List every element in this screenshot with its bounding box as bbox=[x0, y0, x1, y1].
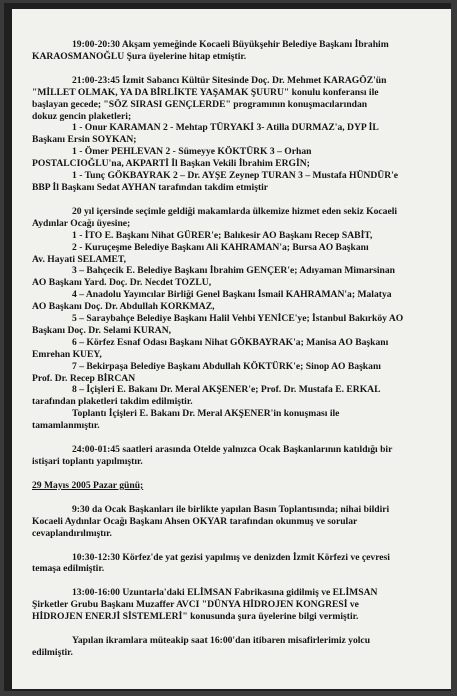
text-line: 6 – Körfez Esnaf Odası Başkanı Nihat GÖKBAYRAK'a; Manisa AO Başkanı bbox=[72, 336, 389, 348]
text-line: başlayan gecede; "SÖZ SIRASI GENÇLERDE" programının konuşmacılarından bbox=[32, 98, 368, 110]
text-line: Başkanı Doç. Dr. Selami KURAN, bbox=[32, 324, 172, 336]
text-line: AO Başkanı Doç. Dr. Abdullah KORKMAZ, bbox=[32, 301, 215, 313]
text-line: 3 – Bahçecik E. Belediye Başkanı İbrahim GENÇER'e; Adıyaman Mimarsinan bbox=[72, 265, 396, 277]
text-line: 21:00-23:45 İzmit Sabancı Kültür Sitesinde Doç. Dr. Mehmet KARAGÖZ'ün bbox=[72, 74, 387, 86]
text-line: 4 – Anadolu Yayıncılar Birliği Genel Başkanı İsmail KAHRAMAN'a; Malatya bbox=[72, 289, 392, 301]
text-line: Yapılan ikramlara müteakip saat 16:00'dan itibaren misafirlerimiz yolcu bbox=[72, 635, 371, 647]
text-line: 1 - Tunç GÖKBAYRAK 2 – Dr. AYŞE Zeynep TURAN 3 – Mustafa HÜNDÜR'e bbox=[72, 170, 399, 182]
text-line: 8 – İçişleri E. Bakanı Dr. Meral AKŞENER'e; Prof. Dr. Mustafa E. ERKAL bbox=[72, 384, 381, 396]
paragraph-elimsan bbox=[32, 587, 435, 623]
text-line: Kocaeli Aydınlar Ocağı Başkanı Ahsen OKYAR tarafından okunmuş ve sorular bbox=[32, 515, 358, 527]
text-line: "MİLLET OLMAK, YA DA BİRLİKTE YAŞAMAK ŞUURU" konulu konferansı ile bbox=[32, 86, 379, 98]
text-line: 1 - Ömer PEHLEVAN 2 - Sümeyye KÖKTÜRK 3 – Orhan bbox=[72, 146, 312, 158]
text-line: 2 - Kuruçeşme Belediye Başkanı Ali KAHRAMAN'a; Bursa AO Başkanı bbox=[72, 241, 369, 253]
text-line: edilmiştir. bbox=[32, 646, 73, 658]
paragraph-istisari-toplanti bbox=[32, 444, 435, 468]
text-line: Emrehan KUEY, bbox=[32, 348, 102, 360]
text-line: temaşa edilmiştir. bbox=[32, 563, 105, 575]
text-line: tarafından plaketleri takdim edilmiştir. bbox=[32, 396, 193, 408]
text-line: 10:30-12:30 Körfez'de yat gezisi yapılmış ve denizden İzmit Körfezi ve çevresi bbox=[72, 551, 390, 563]
text-line: 9:30 da Ocak Başkanları ile birlikte yapılan Basın Toplantısında; nihai bildiri bbox=[72, 503, 390, 515]
text-line: 20 yıl içersinde seçimle geldiği makamlarda ülkemize hizmet eden sekiz Kocaeli bbox=[72, 205, 398, 217]
text-line: AO Başkanı Yard. Doç. Dr. Necdet TOZLU, bbox=[32, 277, 212, 289]
text-line: Başkanı Ersin SOYKAN; bbox=[32, 134, 137, 146]
text-line: dokuz gencin plaketleri; bbox=[32, 110, 132, 122]
text-line: KARAOSMANOĞLU Şura üyelerine hitap etmiştir. bbox=[32, 50, 247, 62]
text-line: BBP İl Başkanı Sedat AYHAN tarafından takdim etmiştir bbox=[32, 181, 269, 193]
paragraph-ikram bbox=[32, 635, 435, 659]
paragraph-yat-gezisi bbox=[32, 552, 435, 576]
text-line: tamamlanmıştır. bbox=[32, 420, 100, 432]
paragraph-akşam-yemeği bbox=[32, 39, 435, 63]
paragraph-konferans bbox=[32, 75, 435, 194]
text-line: 1 - Onur KARAMAN 2 - Mehtap TÜRYAKİ 3- Atilla DURMAZ'a, DYP İL bbox=[72, 122, 379, 134]
text-line: Av. Hayati SELAMET, bbox=[32, 253, 126, 265]
text-line: 1 - İTO E. Başkanı Nihat GÜRER'e; Balıkesir AO Başkanı Recep SABİT, bbox=[72, 229, 373, 241]
text-line: Şirketler Grubu Başkanı Muzaffer AVCI "DÜNYA HİDROJEN KONGRESİ ve bbox=[32, 599, 359, 611]
text-line: HİDROJEN ENERJİ SİSTEMLERİ" konusunda şura üyelerine bilgi vermiştir. bbox=[32, 611, 359, 623]
text-line: istişari toplantı yapılmıştır. bbox=[32, 456, 143, 467]
text-line: Toplantı İçişleri E. Bakanı Dr. Meral AKŞENER'in konuşması ile bbox=[72, 408, 340, 420]
photo-frame bbox=[4, 3, 451, 691]
text-line: Prof. Dr. Recep BİRCAN bbox=[32, 372, 136, 384]
document-page bbox=[12, 9, 451, 689]
text-line: 13:00-16:00 Uzuntarla'daki ELİMSAN Fabrikasına gidilmiş ve ELİMSAN bbox=[72, 587, 378, 599]
paragraph-basin-toplantisi bbox=[32, 504, 435, 540]
paragraph-plaketler bbox=[32, 206, 435, 432]
text-line: POSTALCIOĞLU'na, AKPARTİ İl Başkan Vekili İbrahim ERGİN; bbox=[32, 158, 310, 170]
text-line: 24:00-01:45 saatleri arasında Otelde yalnızca Ocak Başkanlarının katıldığı bir bbox=[72, 444, 393, 456]
text-line: 7 – Bekirpaşa Belediye Başkanı Abdullah KÖKTÜRK'e; Sinop AO Başkanı bbox=[72, 360, 381, 372]
text-line: 19:00-20:30 Akşam yemeğinde Kocaeli Büyükşehir Belediye Başkanı İbrahim bbox=[72, 39, 389, 50]
date-heading: 29 Mayıs 2005 Pazar günü; bbox=[32, 479, 144, 491]
text-line: Aydınlar Ocağı üyesine; bbox=[32, 217, 131, 229]
text-line: cevaplandırılmıştır. bbox=[32, 527, 112, 539]
text-line: 5 – Saraybahçe Belediye Başkanı Halil Vehbi YENİCE'ye; İstanbul Bakırköy AO bbox=[72, 313, 404, 325]
